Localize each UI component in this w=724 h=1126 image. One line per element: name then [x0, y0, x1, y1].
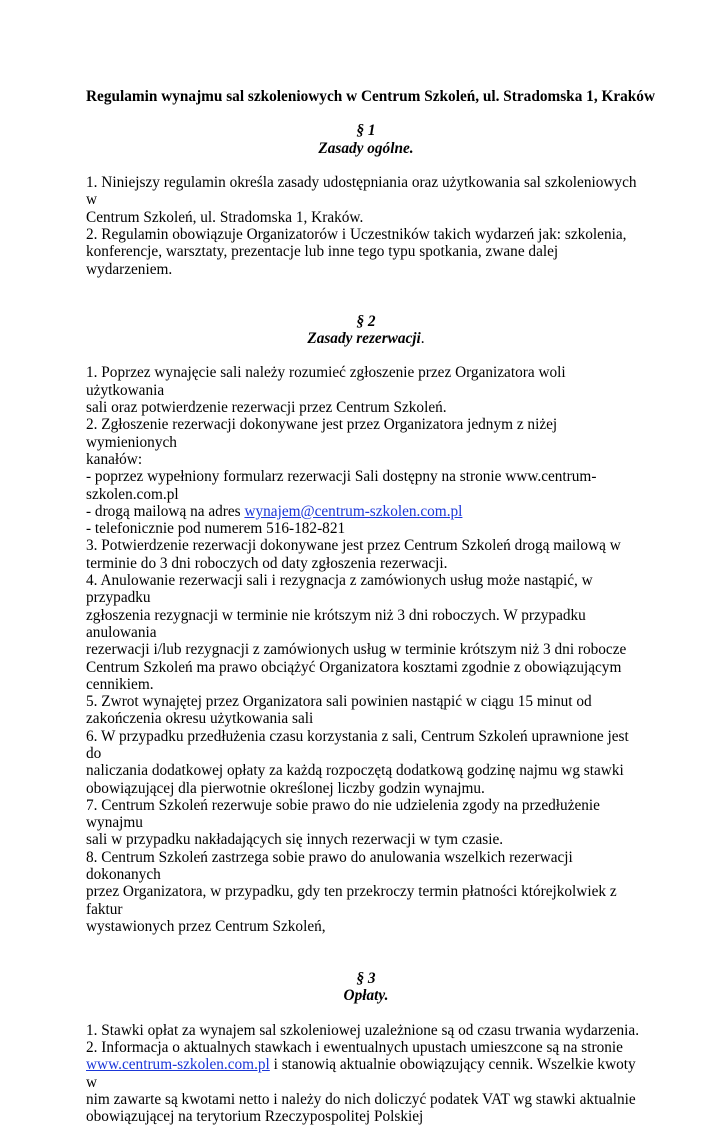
document-title: Regulamin wynajmu sal szkoleniowych w Centrum Szkoleń, ul. Stradomska 1, Kraków	[86, 88, 656, 105]
section-1-number: § 1	[356, 122, 376, 140]
text-line: cennikiem.	[86, 675, 154, 693]
text-line: 6. W przypadku przedłużenia czasu korzystania z sali, Centrum Szkoleń uprawnione jest do	[86, 727, 629, 762]
text-line: wystawionych przez Centrum Szkoleń,	[86, 917, 326, 935]
email-prefix: - drogą mailową na adres	[86, 502, 245, 520]
text-line: 1. Poprzez wynajęcie sali należy rozumieć zgłoszenie przez Organizatora woli użytkowania	[86, 364, 566, 399]
text-line: nim zawarte są kwotami netto i należy do nich doliczyć podatek VAT wg stawki aktualnie	[86, 1090, 636, 1108]
text-line: 5. Zwrot wynajętej przez Organizatora sali powinien nastąpić w ciągu 15 minut od	[86, 693, 592, 711]
text-line: 2. Zgłoszenie rezerwacji dokonywane jest przez Organizatora jednym z niżej wymienionych	[86, 416, 558, 451]
text-line: 7. Centrum Szkoleń rezerwuje sobie prawo do nie udzielenia zgody na przedłużenie wynajmu	[86, 796, 600, 832]
text-line: 1. Stawki opłat za wynajem sal szkoleniowej uzależnione są od czasu trwania wydarzenia.	[86, 1021, 640, 1039]
text-line: 8. Centrum Szkoleń zastrzega sobie prawo do anulowania wszelkich rezerwacji dokonanych	[86, 848, 573, 884]
text-line: sali w przypadku nakładających się innych rezerwacji w tym czasie.	[86, 831, 504, 849]
website-link[interactable]: www.centrum-szkolen.com.pl	[86, 1056, 270, 1074]
text-line: kanałów:	[86, 450, 143, 468]
section-3-body	[86, 1022, 646, 1126]
text-line: szkolen.com.pl	[86, 485, 179, 503]
text-line: zgłoszenia rezygnacji w terminie nie krótszym niż 3 dni roboczych. W przypadku anulowania	[86, 606, 586, 641]
text-line: 3. Potwierdzenie rezerwacji dokonywane jest przez Centrum Szkoleń drogą mailową w	[86, 537, 621, 555]
section-1-heading: Zasady ogólne.	[318, 139, 414, 157]
text-line: obowiązującej dla pierwotnie określonej liczby godzin wynajmu.	[86, 779, 485, 797]
text-line: naliczania dodatkowej opłaty za każdą rozpoczętą dodatkową godzinę najmu wg stawki	[86, 762, 624, 780]
text-line: 1. Niniejszy regulamin określa zasady udostępniania oraz użytkowania sal szkoleniowych w	[86, 174, 637, 209]
section-3-number: § 3	[356, 969, 376, 987]
text-line: Centrum Szkoleń, ul. Stradomska 1, Kraków.	[86, 208, 364, 226]
text-line: - poprzez wypełniony formularz rezerwacji Sali dostępny na stronie www.centrum-	[86, 468, 597, 486]
email-line	[86, 503, 646, 520]
text-line: przez Organizatora, w przypadku, gdy ten przekroczy termin płatności którejkolwiek z faktur	[86, 883, 617, 918]
text-line: Centrum Szkoleń ma prawo obciążyć Organizatora kosztami zgodnie z obowiązującym	[86, 658, 622, 676]
email-link[interactable]: wynajem@centrum-szkolen.com.pl	[244, 502, 463, 520]
text-line: rezerwacji i/lub rezygnacji z zamówionych usług w terminie krótszym niż 3 dni robocze	[86, 641, 627, 659]
text-line: 4. Anulowanie rezerwacji sali i rezygnacja z zamówionych usług może nastąpić, w przypadku	[86, 572, 593, 607]
section-3-heading: Opłaty.	[343, 987, 389, 1005]
document-page	[86, 88, 656, 1126]
section-1	[86, 122, 646, 278]
text-line: 2. Regulamin obowiązuje Organizatorów i Uczestników takich wydarzeń jak: szkolenia,	[86, 226, 627, 244]
section-2-number: § 2	[356, 312, 376, 330]
section-2-heading: Zasady rezerwacji	[307, 329, 421, 347]
text-line: obowiązującej na terytorium Rzeczypospolitej Polskiej	[86, 1108, 424, 1126]
section-2-heading-line	[86, 330, 646, 347]
section-1-body	[86, 174, 646, 278]
text-line: sali oraz potwierdzenie rezerwacji przez Centrum Szkoleń.	[86, 399, 447, 417]
section-2-heading-suffix: .	[420, 329, 425, 347]
section-3	[86, 970, 646, 1126]
text-line: konferencje, warsztaty, prezentacje lub inne tego typu spotkania, zwane dalej wydarzeniem.	[86, 243, 559, 278]
text-line: - telefonicznie pod numerem 516-182-821	[86, 520, 346, 538]
website-suffix: i stanowią aktualnie obowiązujący cennik. Wszelkie kwoty w	[86, 1056, 636, 1091]
text-line: terminie do 3 dni roboczych od daty zgłoszenia rezerwacji.	[86, 554, 448, 572]
text-line: zakończenia okresu użytkowania sali	[86, 710, 314, 728]
text-line: 2. Informacja o aktualnych stawkach i ewentualnych upustach umieszcone są na stronie	[86, 1039, 623, 1057]
section-2-body	[86, 364, 646, 935]
section-2	[86, 313, 646, 936]
website-line	[86, 1056, 646, 1091]
